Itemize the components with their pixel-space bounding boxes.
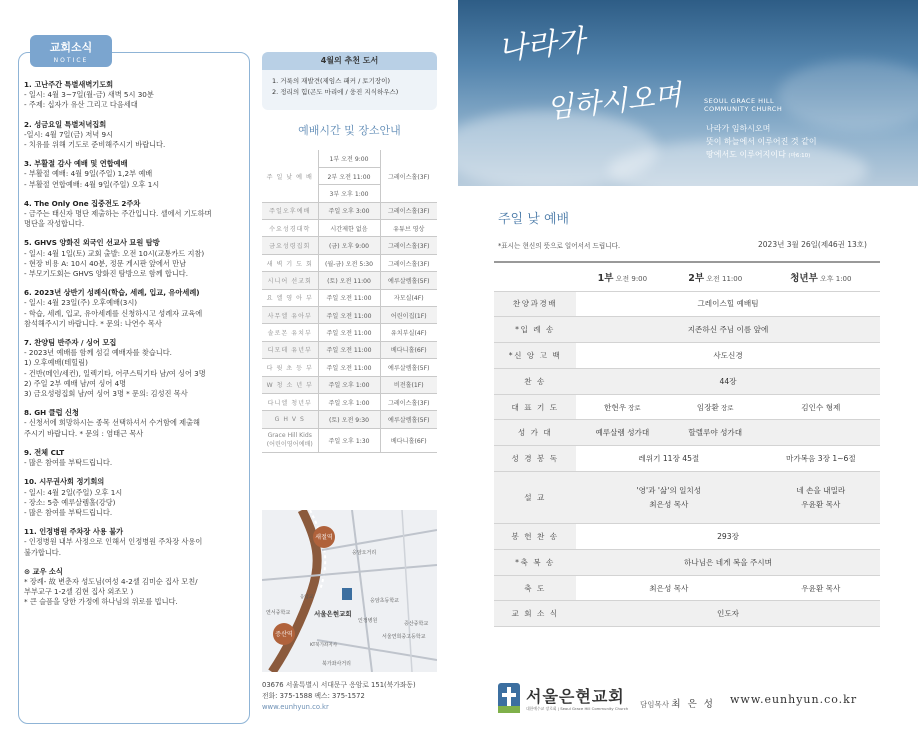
location-map bbox=[262, 510, 437, 672]
senior-pastor bbox=[640, 696, 715, 710]
notice-item bbox=[24, 238, 246, 279]
schedule-place: 베다니홀(6F) bbox=[380, 341, 437, 358]
address-block bbox=[262, 680, 452, 713]
schedule-service-name: 디모데 유년부 bbox=[262, 341, 318, 358]
order-row: 찬양과경배 그레이스힐 예배팀 bbox=[494, 291, 880, 317]
notice-item-line: - 현장 비용 A: 10시 40분, 정문 게시판 앞에서 만남 bbox=[24, 258, 187, 268]
notice-item-line: - 일시: 4월 23일(주) 오후예배(3시) bbox=[24, 298, 138, 308]
schedule-time: (월-금) 오전 5:30 bbox=[318, 254, 380, 271]
schedule-row bbox=[262, 359, 437, 376]
notice-item bbox=[24, 448, 246, 468]
schedule-place: 예루살렘홀(5F) bbox=[380, 359, 437, 376]
schedule-place bbox=[380, 185, 437, 202]
notice-item-line: 명단을 작성합니다. bbox=[24, 219, 85, 229]
map-label: 증산중학교 bbox=[404, 621, 429, 627]
pastor-name: 최 은 성 bbox=[671, 699, 715, 710]
map-graphic bbox=[262, 510, 437, 672]
notice-item-line: - 건반(메인/세컨), 일렉기타, 어쿠스틱기타 남/여 싱어 3명 bbox=[24, 368, 206, 378]
condolence-line: 부부교구 1-2셀 김현 집사 외조모 ) bbox=[24, 587, 134, 597]
order-row: 설 교 '영'과 '삶'의 일치성 최은성 목사 네 손을 내밀라 우윤환 목사 bbox=[494, 472, 880, 524]
schedule-service-name: 주 일 낮 예 배 bbox=[262, 167, 318, 184]
order-row: *축 복 송 하나님은 네게 복을 주시며 bbox=[494, 549, 880, 575]
schedule-service-name: 요 엘 영 아 부 bbox=[262, 289, 318, 306]
verse-line: 뜻이 하늘에서 이루어진 것 같이 bbox=[706, 137, 817, 146]
phone-fax: 전화: 375-1588 팩스: 375-1572 bbox=[262, 692, 365, 700]
notice-item bbox=[24, 527, 246, 558]
schedule-place: 어린이집(1F) bbox=[380, 307, 437, 324]
condolence-line: * 장례- 故 변춘자 성도님(여성 4-2셀 김미순 집사 모친/ bbox=[24, 576, 198, 586]
address-line: 03676 서울특별시 서대문구 응암로 151(북가좌동) bbox=[262, 681, 416, 689]
notice-item-title: 9. 전체 CLT bbox=[24, 447, 65, 457]
notice-item-line: 3) 금요성령집회 남/여 싱어 3명 * 문의: 김성진 목사 bbox=[24, 389, 188, 399]
schedule-time: 3부 오후 1:00 bbox=[318, 185, 380, 202]
notice-item-title: 11. 인정병원 주차장 사용 불가 bbox=[24, 527, 124, 537]
order-row: 축 도 최은성 목사 우윤환 목사 bbox=[494, 575, 880, 601]
verse-line: 나라가 임하시오며 bbox=[706, 124, 771, 133]
notice-item bbox=[24, 159, 246, 190]
notice-item bbox=[24, 199, 246, 230]
schedule-place bbox=[380, 150, 437, 167]
schedule-service-name: 새 벽 기 도 회 bbox=[262, 254, 318, 271]
schedule-place: 그레이스홀(3F) bbox=[387, 173, 430, 181]
notice-item-line: - 치유를 위해 기도로 준비해주시기 바랍니다. bbox=[24, 140, 166, 150]
notice-list bbox=[24, 80, 246, 617]
schedule-row bbox=[262, 307, 437, 324]
order-row: 찬 송 44장 bbox=[494, 368, 880, 394]
order-row: 성 경 봉 독 레위기 11장 45절 마가복음 3장 1~6절 bbox=[494, 446, 880, 472]
notice-item-title: 6. 2023년 상반기 성례식(학습, 세례, 입교, 유아세례) bbox=[24, 288, 200, 298]
condolence-line: * 큰 슬픔을 당한 가정에 하나님의 위로를 빕니다. bbox=[24, 597, 178, 607]
schedule-time: 주일 오전 11:00 bbox=[318, 341, 380, 358]
schedule-row bbox=[262, 393, 437, 410]
schedule-service-name: 다 윗 초 등 부 bbox=[262, 359, 318, 376]
schedule-place: 비전홀(1F) bbox=[380, 376, 437, 393]
schedule-service-name bbox=[262, 150, 318, 167]
map-label: 응암교 bbox=[300, 595, 314, 600]
notice-item-line: - 일시: 4월 2일(주일) 오후 1시 bbox=[24, 487, 123, 497]
notice-item-line: - 금주는 태신자 명단 제출하는 주간입니다. 셀에서 기도하며 bbox=[24, 209, 212, 219]
order-row: *신 앙 고 백 사도신경 bbox=[494, 343, 880, 369]
hero-banner bbox=[458, 0, 918, 186]
pastor-label: 담임목사 bbox=[640, 700, 669, 709]
notice-item-line: - 많은 참여를 부탁드립니다. bbox=[24, 458, 113, 468]
schedule-row bbox=[262, 220, 437, 237]
notice-item bbox=[24, 120, 246, 151]
schedule-row bbox=[262, 324, 437, 341]
notice-item-line: 불가합니다. bbox=[24, 547, 62, 557]
order-row: 성 가 대 예루살렘 성가대 할렐루야 성가대 bbox=[494, 420, 880, 446]
notice-item-line: - 2023년 예배를 함께 섬길 예배자를 찾습니다. bbox=[24, 348, 172, 358]
notice-item bbox=[24, 477, 246, 518]
schedule-row bbox=[262, 376, 437, 393]
address-website-link[interactable]: www.eunhyun.co.kr bbox=[262, 703, 329, 711]
hero-verse bbox=[706, 122, 817, 163]
order-row: 봉 헌 찬 송 293장 bbox=[494, 524, 880, 550]
notice-item bbox=[24, 338, 246, 399]
order-row: 교 회 소 식 인도자 bbox=[494, 601, 880, 627]
schedule-place: 예루살렘홀(5F) bbox=[380, 272, 437, 289]
notice-item-line: 주시기 바랍니다. * 문의 : 염태근 목사 bbox=[24, 428, 144, 438]
schedule-place: 자모실(4F) bbox=[380, 289, 437, 306]
map-label: KT북가좌지사 bbox=[310, 643, 338, 648]
schedule-service-name: 금요성령집회 bbox=[262, 237, 318, 254]
notice-item-line: 2) 주일 2부 예배 남/여 싱어 4명 bbox=[24, 378, 127, 388]
notice-item-title: 7. 찬양팀 반주자 / 싱어 모집 bbox=[24, 338, 117, 348]
map-label: 응암초등학교 bbox=[370, 598, 399, 604]
schedule-service-name: 주일오후예배 bbox=[262, 202, 318, 219]
col-2bu: 2부 오전 11:00 bbox=[669, 263, 762, 291]
church-subtitle: 대한예수교 장로회 | Seoul Grace Hill Community Church bbox=[526, 706, 629, 711]
schedule-row bbox=[262, 272, 437, 289]
schedule-service-name: G H V S bbox=[262, 411, 318, 428]
schedule-time: 주일 오후 1:00 bbox=[318, 393, 380, 410]
notice-item bbox=[24, 80, 246, 111]
schedule-time: 주일 오전 11:00 bbox=[318, 359, 380, 376]
schedule-time: 주일 오전 11:00 bbox=[318, 324, 380, 341]
map-label: 인정병원 bbox=[358, 618, 378, 624]
schedule-place: 유튜브 영상 bbox=[380, 220, 437, 237]
condolence-notice bbox=[24, 567, 246, 608]
hero-eng-line: SEOUL GRACE HILL bbox=[704, 97, 775, 105]
schedule-row bbox=[262, 254, 437, 271]
schedule-place: 그레이스홀(3F) bbox=[380, 237, 437, 254]
order-row: 대 표 기 도 한현우 장로 임장환 장로 김인수 형제 bbox=[494, 394, 880, 420]
schedule-time: 주일 오후 1:00 bbox=[318, 376, 380, 393]
schedule-service-name: 사무엘 유아부 bbox=[262, 307, 318, 324]
notice-item-line: -일시: 4월 7일(금) 저녁 9시 bbox=[24, 129, 114, 139]
notice-item bbox=[24, 408, 246, 439]
notice-item-line: - 부모기도회는 GHVS 양화진 탐방으로 함께 합니다. bbox=[24, 269, 189, 279]
map-label: 서울연희중고등학교 bbox=[382, 634, 426, 640]
books-title: 4월의 추천 도서 bbox=[262, 52, 437, 70]
notice-item-line: - 부활절 연합예배: 4월 9일(주일) 오후 1시 bbox=[24, 179, 160, 189]
notice-item bbox=[24, 288, 246, 329]
notice-item-line: - 신청서에 희망하시는 종목 선택하셔서 수거함에 제출해 bbox=[24, 418, 200, 428]
service-note: *표시는 현신의 뜻으로 일어서서 드립니다. bbox=[498, 242, 621, 250]
schedule-title: 예배시간 및 장소안내 bbox=[298, 124, 401, 137]
map-saejeol-label: 새절역 bbox=[315, 534, 333, 541]
hero-calligraphy-1: 나라가 bbox=[496, 23, 587, 68]
books-list bbox=[262, 70, 437, 110]
condolence-title: ⊙ 교우 소식 bbox=[24, 566, 63, 576]
schedule-place: 베다니홀(6F) bbox=[380, 428, 437, 452]
schedule-row bbox=[262, 289, 437, 306]
schedule-place: 그레이스홀(3F) bbox=[380, 393, 437, 410]
notice-item-line: - 주제: 십자가 유산 그리고 다음세대 bbox=[24, 100, 138, 110]
notice-item-title: 3. 부활절 감사 예배 및 연합예배 bbox=[24, 159, 128, 169]
schedule-time: 주일 오전 11:00 bbox=[318, 307, 380, 324]
schedule-time: 주일 오전 11:00 bbox=[318, 289, 380, 306]
schedule-time: 주일 오후 3:00 bbox=[318, 202, 380, 219]
hero-church-english bbox=[704, 97, 782, 113]
notice-item-title: 8. GH 클럽 신청 bbox=[24, 408, 79, 418]
notice-item-title: 4. The Only One 집중전도 2주차 bbox=[24, 198, 141, 208]
schedule-time: (토) 오전 11:00 bbox=[318, 272, 380, 289]
map-jeungsan-label: 증산역 bbox=[275, 631, 293, 638]
notice-item-line: 1) 오후예배(테힐림) bbox=[24, 358, 88, 368]
schedule-row bbox=[262, 202, 437, 219]
schedule-row bbox=[262, 185, 437, 202]
cloud-shape bbox=[778, 60, 918, 130]
notice-tab-label: 교회소식 bbox=[49, 41, 93, 54]
schedule-service-name: 다니엘 청년부 bbox=[262, 393, 318, 410]
website-link[interactable]: www.eunhyun.co.kr bbox=[730, 693, 858, 706]
schedule-row bbox=[262, 150, 437, 167]
schedule-time: (토) 오전 9:30 bbox=[318, 411, 380, 428]
notice-item-line: - 일시: 4월 3~7일(월-금) 새벽 5시 30분 bbox=[24, 90, 154, 100]
schedule-row bbox=[262, 237, 437, 254]
schedule-place: 그레이스홀(3F) bbox=[380, 202, 437, 219]
schedule-table bbox=[262, 150, 437, 453]
map-label: 응암오거리 bbox=[352, 550, 377, 556]
hero-eng-line: COMMUNITY CHURCH bbox=[704, 105, 783, 113]
church-marker-icon bbox=[342, 588, 352, 600]
notice-item-title: 10. 시무권사회 정기회의 bbox=[24, 477, 105, 487]
notice-tab-sub: NOTICE bbox=[53, 57, 89, 64]
notice-tab bbox=[30, 35, 112, 67]
schedule-row bbox=[262, 411, 437, 428]
service-date: 2023년 3월 26일(제46권 13호) bbox=[758, 240, 867, 249]
church-name: 서울은현교회 bbox=[526, 687, 625, 706]
schedule-time: 시간제한 없음 bbox=[318, 220, 380, 237]
col-1bu: 1부 오전 9:00 bbox=[576, 263, 669, 291]
notice-item-line: 참석해주시기 바랍니다. * 문의: 나연수 목사 bbox=[24, 318, 162, 328]
schedule-row bbox=[262, 167, 437, 184]
notice-item-title: 2. 성금요일 특별저녁집회 bbox=[24, 119, 107, 129]
order-row: *입 례 송 지존하신 주님 이름 앞에 bbox=[494, 317, 880, 343]
col-youth: 청년부 오후 1:00 bbox=[762, 263, 880, 291]
schedule-service-name bbox=[262, 185, 318, 202]
book-item: 1. 거룩의 재발견(제임스 패커 / 토기장이) bbox=[272, 77, 390, 85]
verse-ref: (마6:10) bbox=[788, 153, 811, 159]
schedule-service-name: 수요성경대학 bbox=[262, 220, 318, 237]
hero-calligraphy-2: 임하시오며 bbox=[544, 78, 683, 125]
schedule-time: (금) 오후 9:00 bbox=[318, 237, 380, 254]
schedule-service-name: 시니어 선교회 bbox=[262, 272, 318, 289]
notice-item-line: - 장소: 5층 예루살렘홀(강당) bbox=[24, 497, 116, 507]
schedule-time: 2부 오전 11:00 bbox=[318, 167, 380, 184]
schedule-place: 유치부실(4F) bbox=[380, 324, 437, 341]
schedule-service-name: W 청 소 년 부 bbox=[262, 376, 318, 393]
map-label: 연서중학교 bbox=[266, 610, 291, 616]
order-header-row bbox=[494, 263, 880, 291]
service-title: 주일 낮 예배 bbox=[498, 212, 570, 227]
verse-line: 땅에서도 이루어지이다 (마6:10) bbox=[706, 150, 811, 159]
notice-item-title: 1. 고난주간 특별새벽기도회 bbox=[24, 80, 114, 89]
church-logo-icon bbox=[498, 683, 520, 713]
recommended-books bbox=[262, 52, 437, 110]
map-label: 북가좌사거리 bbox=[322, 661, 351, 667]
schedule-service-name: Grace Hill Kids (어린이영어예배) bbox=[262, 428, 318, 452]
schedule-time: 주일 오후 1:30 bbox=[318, 428, 380, 452]
schedule-service-name: 솔로몬 유치부 bbox=[262, 324, 318, 341]
book-item: 2. 정리의 힘(곤도 마리에 / 웅진 지식하우스) bbox=[272, 88, 399, 96]
schedule-place: 그레이스홀(3F) bbox=[380, 254, 437, 271]
notice-item-line: - 인정병원 내부 사정으로 인해서 인정병원 주차장 사용이 bbox=[24, 537, 203, 547]
schedule-row bbox=[262, 428, 437, 452]
schedule-place: 예루살렘홀(5F) bbox=[380, 411, 437, 428]
map-church-label: 서울은현교회 bbox=[314, 610, 352, 618]
notice-item-line: - 부활절 예배: 4월 9일(주일) 1,2부 예배 bbox=[24, 169, 153, 179]
notice-item-title: 5. GHVS 양화진 외국인 선교사 묘원 탐방 bbox=[24, 238, 160, 248]
order-of-service-table bbox=[494, 263, 880, 627]
schedule-row bbox=[262, 341, 437, 358]
schedule-time: 1부 오전 9:00 bbox=[318, 150, 380, 167]
notice-item-line: - 많은 참여를 부탁드립니다. bbox=[24, 507, 113, 517]
notice-item-line: - 학습, 세례, 입교, 유아세례를 신청하시고 성례자 교육에 bbox=[24, 308, 203, 318]
notice-item-line: - 일시: 4월 1일(토) 교회 출발: 오전 10시(교통카드 지참) bbox=[24, 248, 205, 258]
